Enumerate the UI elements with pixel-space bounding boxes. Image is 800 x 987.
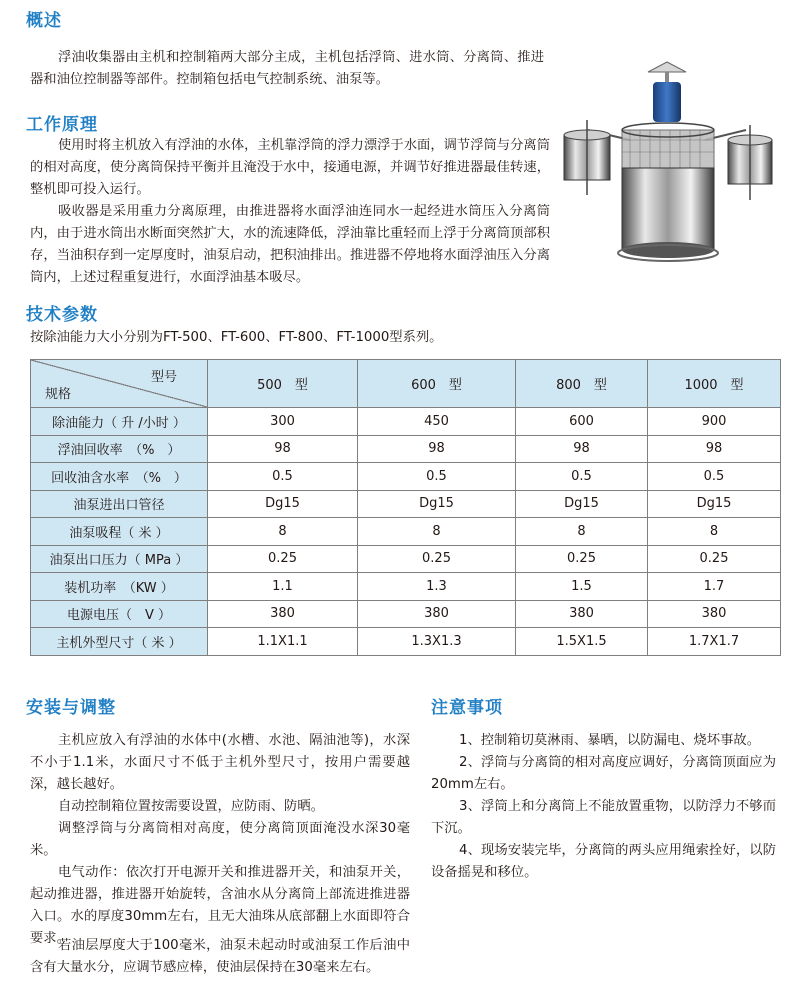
- row-label: 回收油含水率 （% ）: [31, 463, 208, 491]
- cell-value: 380: [358, 600, 516, 628]
- model-header-800: 800 型: [516, 360, 648, 408]
- cell-value: 1.3X1.3: [358, 628, 516, 656]
- cell-value: Dg15: [208, 490, 358, 518]
- cell-value: 300: [208, 408, 358, 436]
- table-row: [31, 628, 781, 656]
- table-row: [31, 435, 781, 463]
- model-header-500: 500 型: [208, 360, 358, 408]
- table-row: [31, 408, 781, 436]
- install-paragraph-5: 若油层厚度大于100毫米，油泵未起动时或油泵工作后油中含有大量水分，应调节感应棒，使油层保持在30毫来左右。: [30, 938, 410, 975]
- row-label: 浮油回收率 （% ）: [31, 435, 208, 463]
- spec-table-header-row: [31, 360, 781, 408]
- row-label: 电源电压（ V ）: [31, 600, 208, 628]
- cell-value: 0.25: [516, 545, 648, 573]
- principle-paragraph-2: 吸收器是采用重力分离原理，由推进器将水面浮油连同水一起经进水筒压入分离筒内，由于进水筒出水断面突然扩大，水的流速降低，浮油靠比重轻而上浮于分离筒顶部积存，当油积存到一定厚度时，油泵启动，把积油排出。推进器不停地将水面浮油压入分离筒内，上述过程重复进行，水面浮油基本吸尽。: [30, 204, 550, 285]
- row-label: 油泵进出口管径: [31, 490, 208, 518]
- install-paragraph-1: 主机应放入有浮油的水体中(水槽、水池、隔油池等)，水深不小于1.1米，水面尺寸不低于主机外型尺寸，按用户需要越深，越长越好。: [30, 733, 410, 792]
- table-corner-cell: [31, 360, 208, 408]
- note-item-4: 4、现场安装完毕，分离筒的两头应用绳索拴好，以防设备摇晃和移位。: [431, 843, 776, 880]
- table-row: [31, 463, 781, 491]
- cell-value: Dg15: [516, 490, 648, 518]
- oil-skimmer-product-photo: [560, 60, 775, 275]
- principle-paragraph-1: 使用时将主机放入有浮油的水体，主机靠浮筒的浮力漂浮于水面，调节浮筒与分离筒的相对高度，使分离筒保持平衡并且淹没于水中，接通电源，并调节好推进器最佳转速，整机即可投入运行。: [30, 138, 550, 197]
- install-paragraph-2: 自动控制箱位置按需要设置，应防雨、防晒。: [58, 799, 324, 814]
- cell-value: Dg15: [648, 490, 781, 518]
- row-label: 油泵吸程（ 米 ）: [31, 518, 208, 546]
- cell-value: 0.5: [208, 463, 358, 491]
- overview-text: 浮油收集器由主机和控制箱两大部分主成，主机包括浮筒、进水筒、分离筒、推进器和油位控制器等部件。控制箱包括电气控制系统、油泵等。: [30, 50, 544, 87]
- install-paragraph-3: 调整浮筒与分离筒相对高度，使分离筒顶面淹没水深30毫米。: [30, 821, 410, 858]
- table-row: [31, 490, 781, 518]
- cell-value: 1.7: [648, 573, 781, 601]
- table-row: [31, 545, 781, 573]
- cell-value: 1.3: [358, 573, 516, 601]
- corner-model-label: 型号: [150, 370, 177, 385]
- model-header-600: 600 型: [358, 360, 516, 408]
- table-row: [31, 573, 781, 601]
- cell-value: 98: [648, 435, 781, 463]
- cell-value: 8: [648, 518, 781, 546]
- cell-value: 600: [516, 408, 648, 436]
- specs-heading: 技术参数: [26, 305, 98, 325]
- spec-table: [30, 359, 781, 656]
- cell-value: 450: [358, 408, 516, 436]
- motor-shape: [653, 82, 681, 122]
- table-row: [31, 600, 781, 628]
- cell-value: 8: [358, 518, 516, 546]
- row-label: 主机外型尺寸（ 米 ）: [31, 628, 208, 656]
- cell-value: Dg15: [358, 490, 516, 518]
- corner-spec-label: 规格: [45, 387, 72, 402]
- cell-value: 0.5: [516, 463, 648, 491]
- cell-value: 8: [208, 518, 358, 546]
- cell-value: 1.5X1.5: [516, 628, 648, 656]
- cell-value: 380: [648, 600, 781, 628]
- principle-heading: 工作原理: [26, 115, 98, 135]
- cell-value: 0.5: [648, 463, 781, 491]
- row-label: 油泵出口压力（ MPa ）: [31, 545, 208, 573]
- cell-value: 0.25: [648, 545, 781, 573]
- note-item-2: 2、浮筒与分离筒的相对高度应调好，分离筒顶面应为20mm左右。: [431, 755, 776, 792]
- cell-value: 1.5: [516, 573, 648, 601]
- cell-value: 1.1: [208, 573, 358, 601]
- cell-value: 380: [208, 600, 358, 628]
- table-row: [31, 518, 781, 546]
- cell-value: 8: [516, 518, 648, 546]
- cell-value: 1.1X1.1: [208, 628, 358, 656]
- row-label: 除油能力（ 升 /小时 ）: [31, 408, 208, 436]
- notes-heading: 注意事项: [431, 698, 503, 718]
- overview-heading: 概述: [26, 11, 62, 31]
- cell-value: 98: [208, 435, 358, 463]
- model-header-1000: 1000 型: [648, 360, 781, 408]
- row-label: 装机功率 （KW ）: [31, 573, 208, 601]
- cell-value: 0.5: [358, 463, 516, 491]
- note-item-3: 3、浮筒上和分离筒上不能放置重物，以防浮力不够而下沉。: [431, 799, 776, 836]
- cell-value: 380: [516, 600, 648, 628]
- cell-value: 98: [516, 435, 648, 463]
- cell-value: 900: [648, 408, 781, 436]
- cell-value: 0.25: [208, 545, 358, 573]
- install-heading: 安装与调整: [26, 698, 116, 718]
- cell-value: 1.7X1.7: [648, 628, 781, 656]
- specs-subtitle: 按除油能力大小分别为FT-500、FT-600、FT-800、FT-1000型系列。: [30, 330, 443, 345]
- cell-value: 0.25: [358, 545, 516, 573]
- cell-value: 98: [358, 435, 516, 463]
- note-item-1: 1、控制箱切莫淋雨、暴晒，以防漏电、烧坏事故。: [459, 733, 760, 748]
- install-paragraph-4: 电气动作：依次打开电源开关和推进器开关，和油泵开关，起动推进器，推进器开始旋转，含油水从分离筒上部流进推进器入口。水的厚度30mm左右，且无大油珠从底部翻上水面即符合要求。: [30, 865, 410, 946]
